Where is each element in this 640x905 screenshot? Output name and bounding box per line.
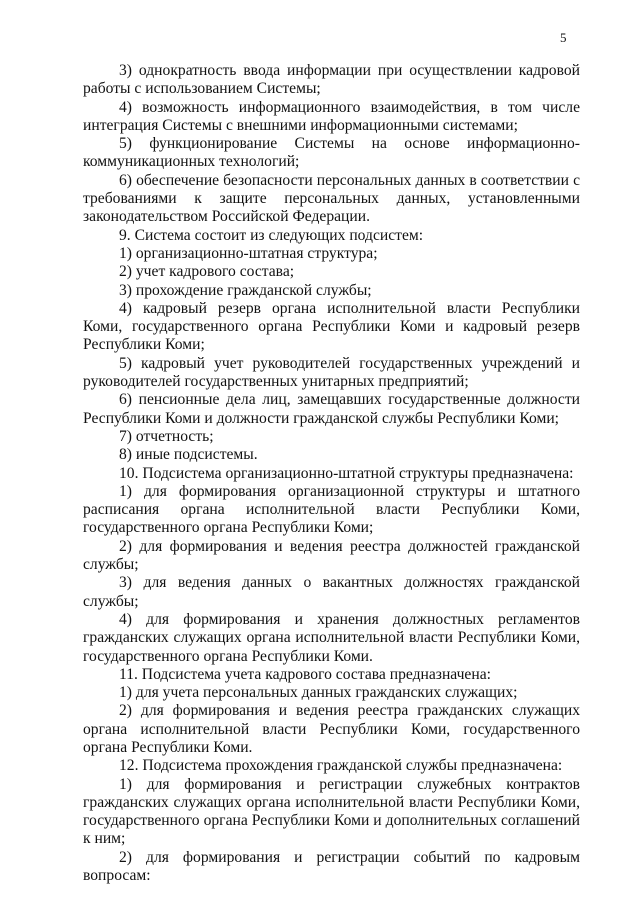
document-body xyxy=(83,62,580,885)
paragraph: 8) иные подсистемы. xyxy=(119,446,258,464)
paragraph: 9. Система состоит из следующих подсистем: xyxy=(119,226,424,244)
paragraph: 2) для формирования и ведения реестра гражданских служащих органа исполнительной власти Республики Коми, государственного органа Республики Коми. xyxy=(83,702,580,756)
paragraph: 1) организационно-штатная структура; xyxy=(119,244,378,262)
paragraph: 4) кадровый резерв органа исполнительной власти Республики Коми, государственного органа Республики Коми и кадровый резерв Республики Коми; xyxy=(83,299,580,354)
paragraph: 2) учет кадрового состава; xyxy=(119,263,295,281)
paragraph: 2) для формирования и регистрации событий по кадровым вопросам: xyxy=(83,848,580,885)
paragraph: 1) для формирования и регистрации служебных контрактов гражданских служащих органа исполнительной власти Республики Коми, государственного органа Республики Коми и дополнительных соглашений к ним; xyxy=(83,775,580,848)
paragraph: 5) кадровый учет руководителей государственных учреждений и руководителей государственных унитарных предприятий; xyxy=(83,354,580,391)
paragraph: 2) для формирования и ведения реестра должностей гражданской службы; xyxy=(83,537,580,574)
paragraph: 10. Подсистема организационно-штатной структуры предназначена: xyxy=(119,464,574,482)
paragraph: 7) отчетность; xyxy=(119,427,214,445)
paragraph: 3) для ведения данных о вакантных должностях гражданской службы; xyxy=(83,574,580,610)
paragraph: 3) прохождение гражданской службы; xyxy=(119,281,372,299)
paragraph: 3) однократность ввода информации при осуществлении кадровой работы с использованием Системы; xyxy=(83,62,580,98)
paragraph: 4) для формирования и хранения должностных регламентов гражданских служащих органа исполнительной власти Республики Коми, государственного органа Республики Коми. xyxy=(83,610,580,665)
page-number: 5 xyxy=(560,30,567,45)
paragraph: 11. Подсистема учета кадрового состава предназначена: xyxy=(119,665,491,683)
paragraph: 4) возможность информационного взаимодействия, в том числе интеграция Системы с внешними информационными системами; xyxy=(83,98,580,134)
paragraph: 1) для учета персональных данных гражданских служащих; xyxy=(119,684,518,702)
paragraph: 6) пенсионные дела лиц, замещавших государственные должности Республики Коми и должности гражданской службы Республики Коми; xyxy=(83,391,580,427)
paragraph: 6) обеспечение безопасности персональных данных в соответствии с требованиями к защите персональных данных, установленными законодательством Российской Федерации. xyxy=(83,171,580,226)
paragraph: 12. Подсистема прохождения гражданской службы предназначена: xyxy=(119,757,563,775)
paragraph: 5) функционирование Системы на основе информационно-коммуникационных технологий; xyxy=(83,135,580,171)
paragraph: 1) для формирования организационной структуры и штатного расписания органа исполнительной власти Республики Коми, государственного органа Республики Коми; xyxy=(83,482,580,537)
